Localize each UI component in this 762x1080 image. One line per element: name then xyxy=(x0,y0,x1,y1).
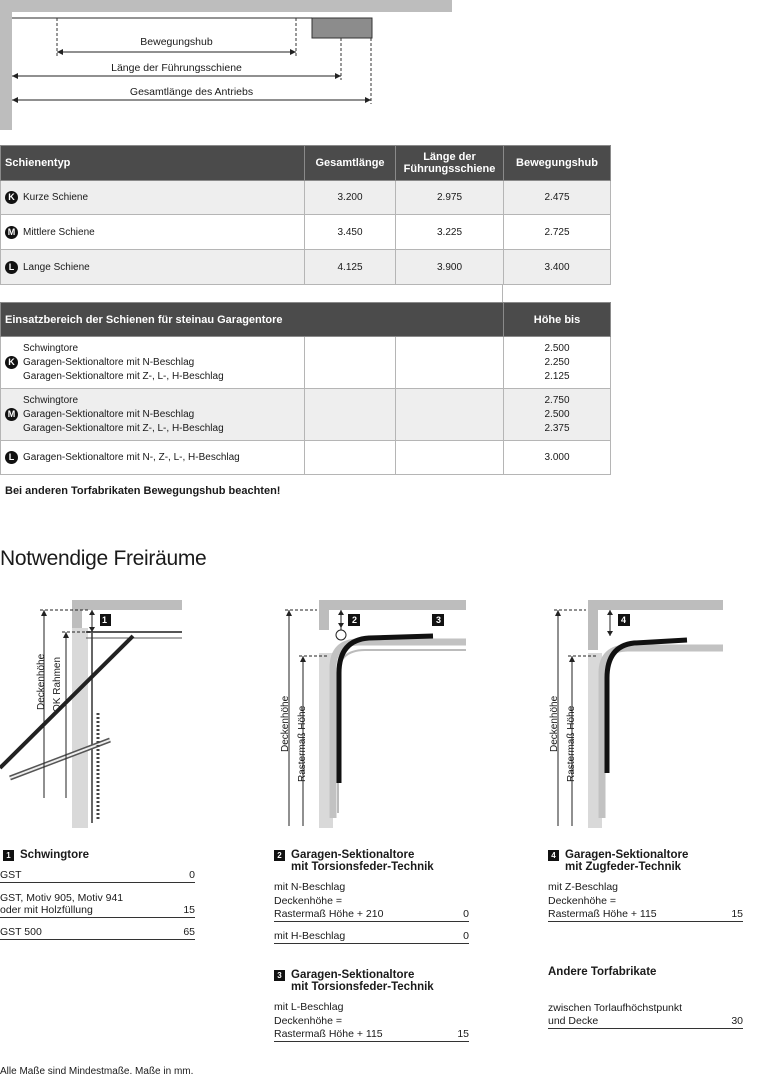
row-label: Rastermaß Höhe + 210 xyxy=(274,908,384,920)
section-number: 1 xyxy=(3,850,14,861)
height-value: 2.375 xyxy=(544,422,570,434)
badge-m: M xyxy=(5,226,18,239)
text-line: mit Z-Beschlag xyxy=(548,881,619,893)
label-rastermass-3: Rastermaß Höhe xyxy=(566,705,577,782)
section-heading: Garagen-Sektionaltore xyxy=(291,969,415,981)
section-number: 4 xyxy=(548,850,559,861)
usage-line: Schwingtore xyxy=(23,342,79,354)
section-heading: Garagen-Sektionaltore xyxy=(291,849,415,861)
cell-fuehrung: 3.900 xyxy=(396,250,504,285)
row-value: 0 xyxy=(463,930,469,942)
header-gesamtlaenge: Gesamtlänge xyxy=(305,146,396,181)
section-number: 3 xyxy=(274,970,285,981)
row-value: 30 xyxy=(731,1015,743,1027)
label-gesamtlaenge: Gesamtlänge des Antriebs xyxy=(129,86,254,98)
section-title: Notwendige Freiräume xyxy=(0,547,207,570)
usage-line: Garagen-Sektionaltore mit N-, Z-, L-, H-Beschlag xyxy=(23,452,240,463)
height-value: 2.500 xyxy=(544,342,570,354)
section-number: 2 xyxy=(274,850,285,861)
badge-k: K xyxy=(5,191,18,204)
text-line: Deckenhöhe = xyxy=(548,895,617,907)
height-value: 3.000 xyxy=(504,441,611,475)
divider xyxy=(502,284,503,302)
label-bewegungshub: Bewegungshub xyxy=(140,36,213,48)
cell-hub: 2.475 xyxy=(504,181,611,215)
header-schienentyp: Schienentyp xyxy=(1,146,305,181)
cell-fuehrung: 3.225 xyxy=(396,215,504,250)
section-heading: Andere Torfabrikate xyxy=(548,966,657,978)
row-value: 15 xyxy=(457,1028,469,1040)
section-heading: Garagen-Sektionaltore xyxy=(565,849,689,861)
cell-hub: 3.400 xyxy=(504,250,611,285)
table-row xyxy=(1,337,611,389)
table-row xyxy=(1,441,611,475)
torsion-door-diagram xyxy=(283,598,468,828)
rail-name: Mittlere Schiene xyxy=(23,226,95,238)
section-subheading: mit Torsionsfeder-Technik xyxy=(291,981,434,993)
row-label: mit H-Beschlag xyxy=(274,930,346,942)
label-deckenhoehe-2: Deckenhöhe xyxy=(280,695,291,752)
section-andere xyxy=(548,966,743,1029)
height-value: 2.750 xyxy=(544,394,570,406)
row-value: 65 xyxy=(183,926,195,938)
row-value: 15 xyxy=(731,908,743,920)
height-value: 2.250 xyxy=(544,356,570,368)
header-bewegungshub: Bewegungshub xyxy=(504,146,611,181)
label-rastermass-2: Rastermaß Höhe xyxy=(297,705,308,782)
manufacturer-note: Bei anderen Torfabrikaten Bewegungshub beachten! xyxy=(5,485,281,497)
section-subheading: mit Zugfeder-Technik xyxy=(565,861,682,873)
cell-gesamt: 4.125 xyxy=(305,250,396,285)
rail-type-table xyxy=(0,145,611,285)
row-label: GST, Motiv 905, Motiv 941 xyxy=(0,892,124,904)
table-row xyxy=(1,181,611,215)
cell-gesamt: 3.450 xyxy=(305,215,396,250)
header-fuehrungsschiene: Länge der Führungsschiene xyxy=(396,146,504,181)
usage-line: Garagen-Sektionaltore mit N-Beschlag xyxy=(23,356,195,368)
marker-1: 1 xyxy=(102,615,108,625)
cell-gesamt: 3.200 xyxy=(305,181,396,215)
row-label: oder mit Holzfüllung xyxy=(0,904,93,916)
usage-line: Garagen-Sektionaltore mit N-Beschlag xyxy=(23,408,195,420)
marker-3: 3 xyxy=(436,615,442,625)
text-line: mit N-Beschlag xyxy=(274,881,346,893)
swing-door-diagram xyxy=(0,598,190,828)
badge-l: L xyxy=(5,451,18,464)
text-line: Deckenhöhe = xyxy=(274,1015,343,1027)
label-fuehrungsschiene: Länge der Führungsschiene xyxy=(111,62,242,74)
usage-line: Garagen-Sektionaltore mit Z-, L-, H-Beschlag xyxy=(23,422,224,434)
row-label: GST 500 xyxy=(0,926,42,938)
badge-m: M xyxy=(5,408,18,421)
rail-name: Kurze Schiene xyxy=(23,192,89,203)
height-value: 2.125 xyxy=(544,370,570,382)
row-label: und Decke xyxy=(548,1015,599,1027)
row-label: GST xyxy=(0,869,22,881)
rail-name: Lange Schiene xyxy=(23,261,90,273)
cell-fuehrung: 2.975 xyxy=(396,181,504,215)
header-hoehe-bis: Höhe bis xyxy=(504,303,611,337)
section-subheading: mit Torsionsfeder-Technik xyxy=(291,861,434,873)
badge-k: K xyxy=(5,356,18,369)
section-torsion-3 xyxy=(274,969,469,1042)
tension-door-diagram xyxy=(552,598,727,828)
table-row xyxy=(1,389,611,441)
footer-note: Alle Maße sind Mindestmaße. Maße in mm. xyxy=(0,1066,194,1077)
row-value: 15 xyxy=(183,904,195,916)
marker-2: 2 xyxy=(352,615,358,625)
label-deckenhoehe-3: Deckenhöhe xyxy=(549,695,560,752)
row-value: 0 xyxy=(189,869,195,881)
text-line: zwischen Torlaufhöchstpunkt xyxy=(548,1002,683,1014)
text-line: mit L-Beschlag xyxy=(274,1001,344,1013)
section-schwingtore xyxy=(0,849,195,940)
section-torsion-2 xyxy=(274,849,469,944)
row-label: Rastermaß Höhe + 115 xyxy=(548,908,657,920)
table-row xyxy=(1,215,611,250)
text-line: Deckenhöhe = xyxy=(274,895,343,907)
height-value: 2.500 xyxy=(544,408,570,420)
label-ok-rahmen: OK Rahmen xyxy=(52,656,63,712)
section-zugfeder xyxy=(548,849,743,922)
row-label: Rastermaß Höhe + 115 xyxy=(274,1028,383,1040)
section-heading: Schwingtore xyxy=(20,849,90,861)
cell-hub: 2.725 xyxy=(504,215,611,250)
usage-line: Garagen-Sektionaltore mit Z-, L-, H-Beschlag xyxy=(23,370,224,382)
usage-line: Schwingtore xyxy=(23,394,79,406)
table-row xyxy=(1,250,611,285)
badge-l: L xyxy=(5,261,18,274)
usage-range-table xyxy=(0,302,611,475)
row-value: 0 xyxy=(463,908,469,920)
header-einsatzbereich: Einsatzbereich der Schienen für steinau Garagentore xyxy=(1,303,504,337)
label-deckenhoehe-1: Deckenhöhe xyxy=(36,653,47,710)
marker-4: 4 xyxy=(621,615,627,625)
